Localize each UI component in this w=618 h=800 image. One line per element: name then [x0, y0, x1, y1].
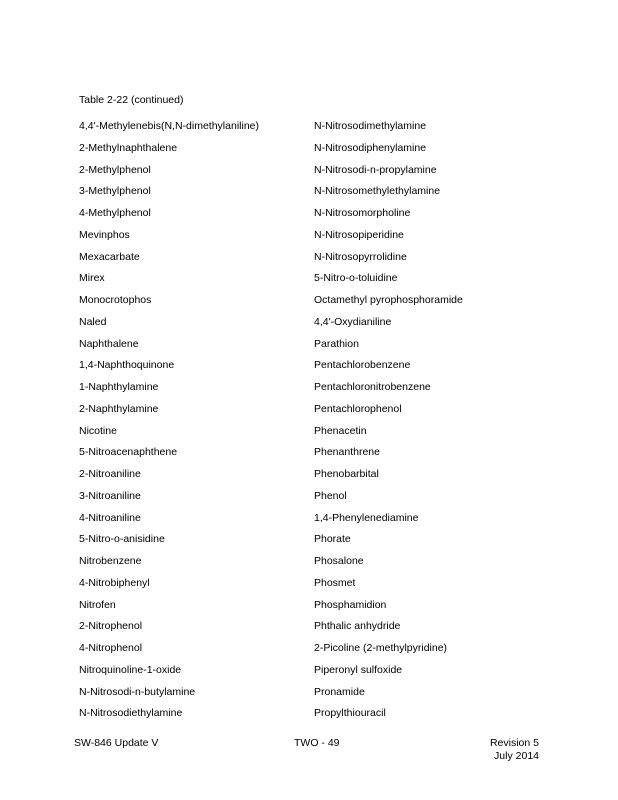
list-item: 2-Nitroaniline	[79, 468, 141, 480]
list-item: Monocrotophos	[79, 294, 152, 306]
list-item: Mevinphos	[79, 228, 130, 241]
list-item: Pentachlorobenzene	[314, 359, 411, 372]
list-item: 5-Nitroacenaphthene	[79, 446, 178, 459]
list-item: 4,4'-Oxydianiline	[314, 315, 392, 328]
list-item: Phosphamidion	[314, 598, 387, 611]
list-item: Naled	[79, 315, 107, 328]
list-item: N-Nitrosomorpholine	[314, 207, 411, 219]
list-item: 3-Methylphenol	[79, 185, 151, 198]
list-item: Phenacetin	[314, 424, 367, 437]
table-caption: Table 2-22 (continued)	[79, 94, 184, 106]
list-item: Phosmet	[314, 576, 356, 589]
list-item: 5-Nitro-o-anisidine	[79, 533, 165, 546]
list-item: Mexacarbate	[79, 250, 140, 263]
list-item: N-Nitrosomethylethylamine	[314, 185, 441, 198]
list-item: N-Nitrosodi-n-butylamine	[79, 685, 196, 698]
list-item: Phorate	[314, 533, 351, 546]
list-item: N-Nitrosodimethylamine	[314, 120, 427, 132]
footer-document-id: SW-846 Update V	[74, 737, 159, 749]
list-item: Nitrofen	[79, 598, 116, 611]
list-item: Phenobarbital	[314, 468, 379, 480]
list-item: 2-Nitrophenol	[79, 620, 143, 633]
list-item: Mirex	[79, 272, 105, 285]
list-item: 2-Naphthylamine	[79, 402, 159, 415]
list-item: N-Nitrosodiphenylamine	[314, 141, 427, 154]
list-item: 2-Picoline (2-methylpyridine)	[314, 642, 448, 654]
footer-revision-number: Revision 5	[489, 737, 539, 749]
list-item: Nicotine	[79, 424, 117, 437]
list-item: Phenol	[314, 489, 347, 502]
list-item: 2-Methylnaphthalene	[79, 141, 178, 154]
list-item: 3-Nitroaniline	[79, 489, 141, 502]
list-item: 4,4'-Methylenebis(N,N-dimethylaniline)	[79, 120, 259, 132]
list-item: Pentachloronitrobenzene	[314, 381, 431, 393]
list-item: Propylthiouracil	[314, 707, 386, 720]
list-item: 1,4-Naphthoquinone	[79, 359, 175, 372]
list-item: N-Nitrosodiethylamine	[79, 707, 183, 720]
list-item: Naphthalene	[79, 337, 139, 350]
list-item: Phthalic anhydride	[314, 620, 401, 633]
list-item: Pentachlorophenol	[314, 402, 402, 415]
list-item: 4-Methylphenol	[79, 207, 151, 219]
list-item: Octamethyl pyrophosphoramide	[314, 294, 463, 306]
list-item: 1-Naphthylamine	[79, 381, 159, 393]
list-item: Piperonyl sulfoxide	[314, 663, 403, 676]
list-item: 1,4-Phenylenediamine	[314, 511, 419, 524]
list-item: Pronamide	[314, 685, 365, 698]
list-item: 5-Nitro-o-toluidine	[314, 272, 398, 285]
list-item: 4-Nitrophenol	[79, 642, 143, 654]
left-column-list	[79, 120, 259, 729]
list-item: N-Nitrosopiperidine	[314, 228, 404, 241]
list-item: Phosalone	[314, 555, 364, 567]
list-item: N-Nitrosopyrrolidine	[314, 250, 407, 263]
footer-revision	[490, 737, 539, 762]
list-item: 2-Methylphenol	[79, 163, 151, 176]
list-item: 4-Nitroaniline	[79, 511, 141, 524]
list-item: Nitrobenzene	[79, 555, 142, 567]
list-item: Phenanthrene	[314, 446, 380, 459]
footer-revision-date: July 2014	[494, 749, 539, 762]
list-item: 4-Nitrobiphenyl	[79, 576, 150, 589]
footer-page-number: TWO - 49	[294, 737, 340, 749]
right-column-list	[314, 120, 463, 729]
list-item: Parathion	[314, 337, 359, 350]
list-item: N-Nitrosodi-n-propylamine	[314, 163, 437, 176]
list-item: Nitroquinoline-1-oxide	[79, 663, 182, 676]
